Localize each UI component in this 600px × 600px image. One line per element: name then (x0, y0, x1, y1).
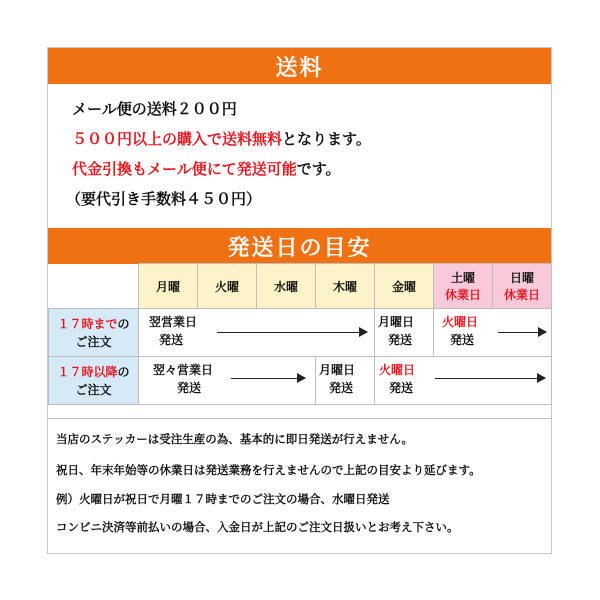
row-label-after17-suffix: の (117, 364, 130, 379)
day-sun-holiday: 休業日 (503, 288, 540, 302)
row1-fri-cell (375, 309, 434, 357)
schedule-title: 発送日の目安 (227, 235, 372, 261)
row1-span-next-business-day (139, 309, 375, 357)
row1-arrow-2 (498, 332, 546, 333)
free-shipping-text: ５００円以上の購入で送料無料 (72, 130, 283, 148)
row-label-before17-time: １７時まで (57, 316, 118, 331)
day-sat (434, 264, 493, 309)
schedule-header (48, 228, 551, 264)
row1-weekend-cell (434, 309, 552, 357)
day-sun (493, 264, 552, 309)
shipping-line-cod (72, 158, 341, 179)
row2-second-business-day-ship: 発送 (177, 381, 202, 395)
notes-box (48, 418, 551, 554)
shipping-line-cod-fee: （要代引き手数料４５０円） (66, 190, 262, 208)
note-2: 祝日、年末年始等の休業日は発送業務を行えませんので上記の目安より延びます。 (56, 463, 481, 477)
row1-tuesday-ship: 発送 (450, 333, 475, 347)
row2-arrow-1 (231, 378, 305, 379)
row-label-after17 (49, 357, 139, 405)
row-label-before17 (49, 309, 139, 357)
schedule-row-before17 (49, 309, 552, 357)
row-label-before17-line2: ご注文 (75, 334, 112, 349)
note-4: コンビニ決済等前払いの場合、入金日が上記のご注文日扱いとお考え下さい。 (56, 520, 459, 534)
row1-monday-ship: 発送 (388, 333, 413, 347)
shipping-header (48, 48, 551, 84)
day-mon: 月曜 (139, 264, 198, 309)
row2-monday: 月曜日 (319, 363, 356, 377)
row-label-after17-time: １７時以降 (57, 364, 118, 379)
day-fri: 金曜 (375, 264, 434, 309)
row2-arrow-2 (435, 378, 545, 379)
row1-tuesday: 火曜日 (442, 315, 479, 329)
day-sun-label: 日曜 (509, 271, 534, 285)
day-thu: 木曜 (316, 264, 375, 309)
cod-text: 代金引換もメール便にて発送可能 (72, 160, 297, 178)
day-sat-holiday: 休業日 (444, 288, 481, 302)
row2-thu-cell (316, 357, 375, 405)
note-3: 例）火曜日が祝日で月曜１７時までのご注文の場合、水曜日発送 (56, 492, 390, 506)
schedule-table (48, 263, 552, 405)
shipping-title: 送料 (275, 55, 324, 81)
schedule-day-row (49, 264, 552, 309)
row2-fri-weekend-cell (375, 357, 552, 405)
shipping-line-free (72, 128, 371, 149)
schedule-row-after17 (49, 357, 552, 405)
row1-monday: 月曜日 (378, 315, 415, 329)
row-label-after17-line2: ご注文 (75, 382, 112, 397)
day-tue: 火曜 (198, 264, 257, 309)
row2-monday-ship: 発送 (329, 381, 354, 395)
row2-second-business-day: 翌々営業日 (153, 363, 214, 377)
row1-arrow-1 (217, 332, 367, 333)
note-1: 当店のステッカーは受注生産の為、基本的に即日発送が行えません。 (56, 432, 413, 446)
row2-tuesday-ship: 発送 (389, 381, 414, 395)
row-label-before17-suffix: の (117, 316, 130, 331)
free-shipping-suffix: となります。 (282, 130, 371, 148)
row2-span-second-business-day (139, 357, 316, 405)
day-wed: 水曜 (257, 264, 316, 309)
cod-suffix: です。 (296, 160, 341, 178)
row1-next-business-day-ship: 発送 (159, 333, 184, 347)
shipping-line-mail-fee: メール便の送料２００円 (72, 100, 237, 118)
day-sat-label: 土曜 (450, 271, 475, 285)
corner-cell (49, 264, 139, 309)
row2-tuesday: 火曜日 (379, 363, 416, 377)
row1-next-business-day: 翌営業日 (149, 315, 198, 329)
